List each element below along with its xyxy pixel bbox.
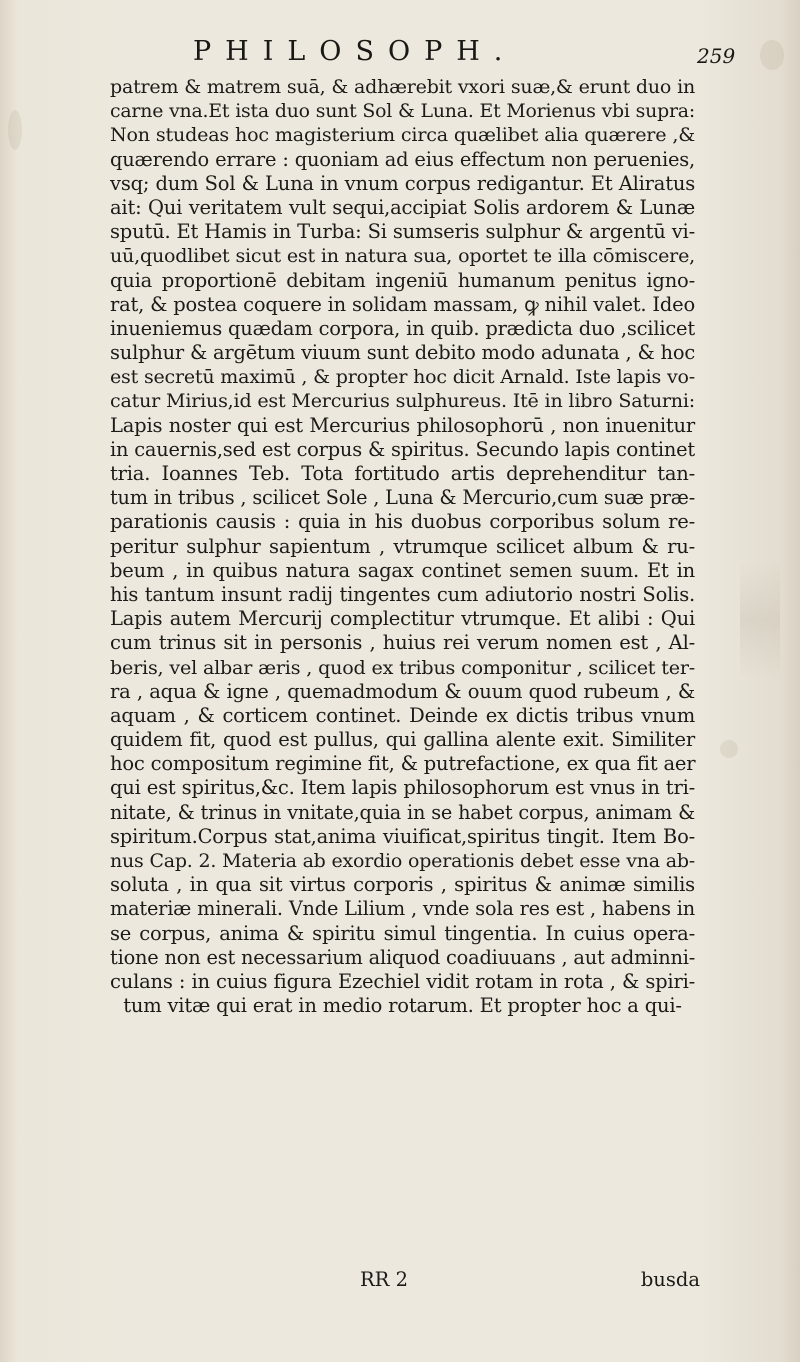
text-line: sputū. Et Hamis in Turba: Si sumseris sulphur & argentū vi- bbox=[110, 220, 695, 244]
text-line: tione non est necessarium aliquod coadiuuans , aut adminni- bbox=[110, 945, 696, 969]
text-line: sulphur & argētum viuum sunt debito modo adunata , & hoc bbox=[110, 341, 696, 365]
signature-mark: RR 2 bbox=[360, 1268, 408, 1291]
text-line: est secretū maximū , & propter hoc dicit Arnald. Iste lapis vo- bbox=[110, 366, 695, 389]
text-block bbox=[110, 75, 695, 1018]
text-line: ra , aqua & igne , quemadmodum & ouum quod rubeum , & bbox=[110, 679, 695, 703]
text-line: se corpus, anima & spiritu simul tingentia. In cuius opera- bbox=[110, 921, 695, 945]
text-line: tum vitæ qui erat in medio rotarum. Et propter hoc a qui- bbox=[123, 994, 682, 1018]
text-line: spiritum.Corpus stat,anima viuificat,spiritus tingit. Item Bo- bbox=[110, 824, 695, 848]
text-line: qui est spiritus,&c. Item lapis philosophorum est vnus in tri- bbox=[110, 776, 695, 800]
text-line: quærendo errare : quoniam ad eius effectum non peruenies, bbox=[110, 147, 695, 171]
text-line: carne vna.Et ista duo sunt Sol & Luna. Et Morienus vbi supra: bbox=[110, 100, 695, 123]
text-line: his tantum insunt radij tingentes cum adiutorio nostri Solis. bbox=[110, 582, 695, 606]
text-line: rat, & postea coquere in solidam massam, ꝙ nihil valet. Ideo bbox=[110, 292, 695, 316]
text-line: Lapis autem Mercurij complectitur vtrumque. Et alibi : Qui bbox=[110, 607, 695, 631]
text-line: tum in tribus , scilicet Sole , Luna & Mercurio,cum suæ præ- bbox=[110, 486, 695, 510]
text-line: tria. Ioannes Teb. Tota fortitudo artis deprehenditur tan- bbox=[110, 462, 695, 485]
page-number: 259 bbox=[697, 44, 736, 68]
text-line: aquam , & corticem continet. Deinde ex dictis tribus vnum bbox=[110, 703, 695, 727]
text-line: nus Cap. 2. Materia ab exordio operationis debet esse vna ab- bbox=[110, 850, 695, 872]
text-line: nitate, & trinus in vnitate,quia in se habet corpus, animam & bbox=[110, 800, 695, 824]
text-line: in cauernis,sed est corpus & spiritus. Secundo lapis continet bbox=[110, 437, 695, 461]
text-line: soluta , in qua sit virtus corporis , spiritus & animæ similis bbox=[110, 873, 695, 897]
text-line: ait: Qui veritatem vult sequi,accipiat Solis ardorem & Lunæ bbox=[110, 195, 695, 219]
text-line: parationis causis : quia in his duobus corporibus solum re- bbox=[110, 510, 695, 534]
running-head bbox=[0, 36, 800, 76]
header-title: PHILOSOPH. bbox=[193, 36, 517, 67]
catchword: busda bbox=[640, 1268, 700, 1291]
text-line: quidem fit, quod est pullus, qui gallina alente exit. Similiter bbox=[110, 728, 695, 752]
text-line: vsq; dum Sol & Luna in vnum corpus redigantur. Et Aliratus bbox=[110, 171, 695, 195]
text-line: Lapis noster qui est Mercurius philosophorū , non inuenitur bbox=[110, 413, 695, 437]
text-line: uū,quodlibet sicut est in natura sua, oportet te illa cōmiscere, bbox=[110, 245, 695, 268]
text-line: catur Mirius,id est Mercurius sulphureus. Itē in libro Saturni: bbox=[110, 390, 695, 413]
text-line: patrem & matrem suā, & adhærebit vxori suæ,& erunt duo in bbox=[110, 76, 695, 98]
text-line: hoc compositum regimine fit, & putrefactione, ex qua fit aer bbox=[110, 752, 696, 776]
page-footer bbox=[250, 1268, 700, 1298]
text-line: Non studeas hoc magisterium circa quælibet alia quærere ,& bbox=[110, 123, 695, 147]
ink-bleed bbox=[740, 560, 780, 680]
text-line: beum , in quibus natura sagax continet semen suum. Et in bbox=[110, 558, 695, 582]
text-line: inueniemus quædam corpora, in quib. prædicta duo ,scilicet bbox=[110, 316, 695, 340]
paper-stain bbox=[720, 740, 738, 758]
text-line: peritur sulphur sapientum , vtrumque scilicet album & ru- bbox=[110, 534, 695, 558]
paper-stain bbox=[8, 110, 22, 150]
text-line: cum trinus sit in personis , huius rei verum nomen est , Al- bbox=[110, 631, 695, 655]
text-line: quia proportionē debitam ingeniū humanum penitus igno- bbox=[110, 268, 695, 292]
text-line: beris, vel albar æris , quod ex tribus componitur , scilicet ter- bbox=[110, 655, 695, 679]
text-line: culans : in cuius figura Ezechiel vidit rotam in rota , & spiri- bbox=[110, 969, 695, 993]
text-line: materiæ minerali. Vnde Lilium , vnde sola res est , habens in bbox=[110, 897, 695, 921]
